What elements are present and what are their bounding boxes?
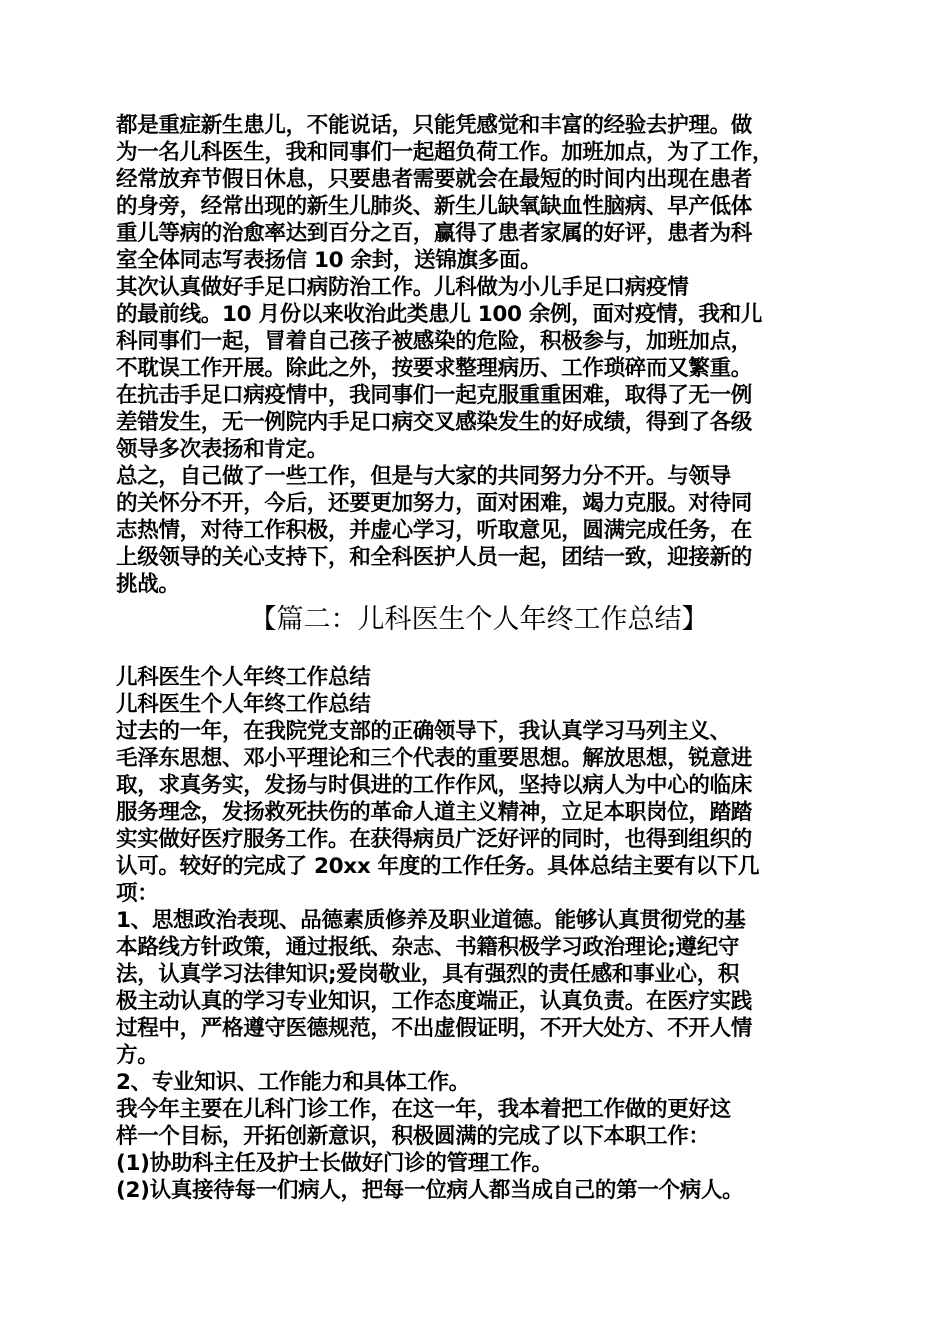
text-line: 挑战。: [116, 572, 180, 597]
text-line: 为一名儿科医生，我和同事们一起超负荷工作。加班加点，为了工作，: [116, 140, 774, 165]
text-line: 都是重症新生患儿，不能说话，只能凭感觉和丰富的经验去护理。做: [116, 113, 753, 138]
text-line: 过去的一年，在我院党支部的正确领导下，我认真学习马列主义、: [116, 719, 731, 744]
section-2-body: [116, 664, 842, 1204]
text-line: 在抗击手足口病疫情中，我同事们一起克服重重困难，取得了无一例: [116, 383, 753, 408]
text-line: 其次认真做好手足口病防治工作。儿科做为小儿手足口病疫情: [116, 275, 689, 300]
text-line: 样一个目标，开拓创新意识，积极圆满的完成了以下本职工作：: [116, 1124, 710, 1149]
text-line: 儿科医生个人年终工作总结: [116, 665, 371, 690]
text-line: 过程中，严格遵守医德规范，不出虚假证明，不开大处方、不开人情: [116, 1016, 753, 1041]
text-line: 的身旁，经常出现的新生儿肺炎、新生儿缺氧缺血性脑病、早产低体: [116, 194, 753, 219]
text-line: 法，认真学习法律知识;爱岗敬业，具有强烈的责任感和事业心，积: [116, 962, 740, 987]
text-line: (1)协助科主任及护士长做好门诊的管理工作。: [116, 1151, 553, 1176]
text-line: 我今年主要在儿科门诊工作，在这一年，我本着把工作做的更好这: [116, 1097, 731, 1122]
text-line: (2)认真接待每一们病人，把每一位病人都当成自己的第一个病人。: [116, 1178, 744, 1203]
section-2-title: 【篇二：儿科医生个人年终工作总结】: [249, 604, 709, 635]
text-line: 科同事们一起，冒着自己孩子被感染的危险，积极参与，加班加点，: [116, 329, 753, 354]
text-line: 的关怀分不开，今后，还要更加努力，面对困难，竭力克服。对待同: [116, 491, 753, 516]
text-line: 的最前线。10 月份以来收治此类患儿 100 余例，面对疫情，我和儿: [116, 302, 763, 327]
text-line: 领导多次表扬和肯定。: [116, 437, 329, 462]
text-line: 1、思想政治表现、品德素质修养及职业道德。能够认真贯彻党的基: [116, 908, 746, 933]
text-line: 极主动认真的学习专业知识，工作态度端正，认真负责。在医疗实践: [116, 989, 753, 1014]
text-line: 本路线方针政策，通过报纸、杂志、书籍积极学习政治理论;遵纪守: [116, 935, 740, 960]
text-line: 上级领导的关心支持下，和全科医护人员一起，团结一致，迎接新的: [116, 545, 753, 570]
text-line: 认可。较好的完成了 20xx 年度的工作任务。具体总结主要有以下几: [116, 854, 760, 879]
text-line: 方。: [116, 1043, 159, 1068]
text-line: 差错发生，无一例院内手足口病交叉感染发生的好成绩，得到了各级: [116, 410, 753, 435]
text-line: 2、专业知识、工作能力和具体工作。: [116, 1070, 470, 1095]
text-line: 取，求真务实，发扬与时俱进的工作作风，坚持以病人为中心的临床: [116, 773, 753, 798]
text-line: 服务理念，发扬救死扶伤的革命人道主义精神，立足本职岗位，踏踏: [116, 800, 753, 825]
text-line: 实实做好医疗服务工作。在获得病员广泛好评的同时，也得到组织的: [116, 827, 753, 852]
text-line: 经常放弃节假日休息，只要患者需要就会在最短的时间内出现在患者: [116, 167, 753, 192]
text-line: 志热情，对待工作积极，并虚心学习，听取意见，圆满完成任务，在: [116, 518, 753, 543]
text-line: 毛泽东思想、邓小平理论和三个代表的重要思想。解放思想，锐意进: [116, 746, 753, 771]
text-line: 重儿等病的治愈率达到百分之百，赢得了患者家属的好评，患者为科: [116, 221, 753, 246]
text-line: 儿科医生个人年终工作总结: [116, 692, 371, 717]
document-page: [116, 112, 842, 1204]
text-line: 不耽误工作开展。除此之外，按要求整理病历、工作琐碎而又繁重。: [116, 356, 753, 381]
text-line: 室全体同志写表扬信 10 余封，送锦旗多面。: [116, 248, 542, 273]
text-line: 总之，自己做了一些工作，但是与大家的共同努力分不开。与领导: [116, 464, 731, 489]
text-line: 项：: [116, 881, 159, 906]
section-1-body: [116, 112, 842, 598]
